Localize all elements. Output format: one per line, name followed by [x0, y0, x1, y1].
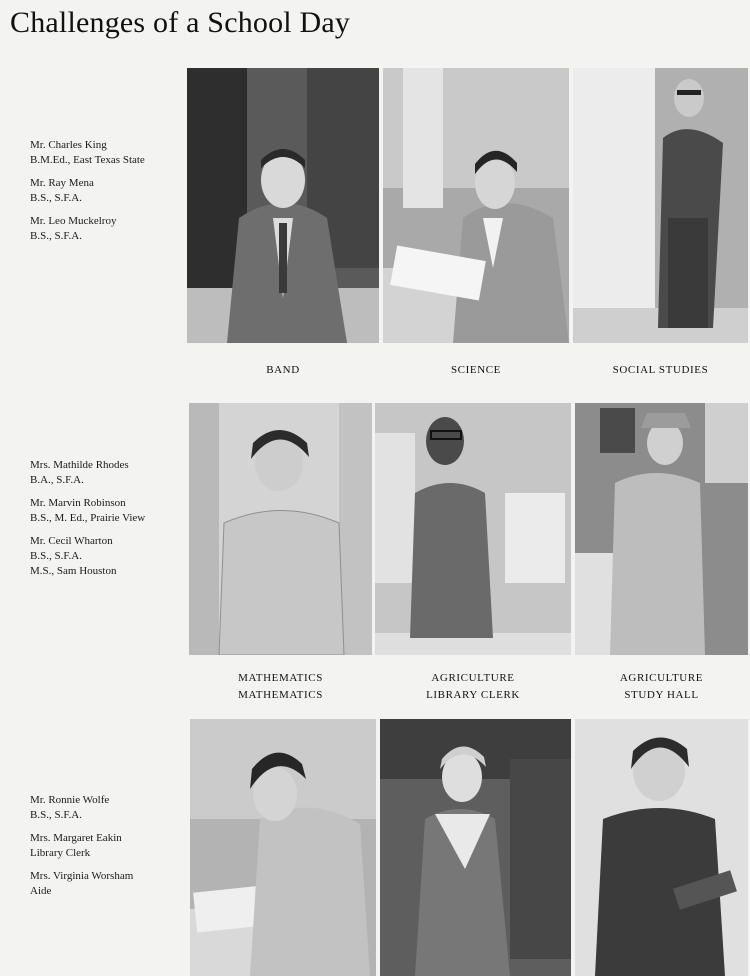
- staff-degree: B.S., S.F.A.: [30, 192, 83, 204]
- staff-name: Mr. Ray Mena: [30, 177, 94, 189]
- photo-agriculture-study-hall-teacher: [575, 403, 748, 655]
- photo-aide: [575, 719, 748, 976]
- staff-name: Mr. Cecil Wharton: [30, 535, 113, 547]
- page-title: Challenges of a School Day: [10, 6, 351, 39]
- staff-degree: B.M.Ed., East Texas State: [30, 154, 145, 166]
- caption-agriculture-library-clerk: AGRICULTURE LIBRARY CLERK: [426, 672, 520, 701]
- staff-degree: M.S., Sam Houston: [30, 565, 117, 577]
- staff-degree: Aide: [30, 885, 52, 897]
- staff-entry: [30, 793, 133, 823]
- staff-entry: [30, 176, 145, 206]
- staff-entry: [30, 496, 145, 526]
- staff-degree: Library Clerk: [30, 847, 91, 859]
- staff-degree: B.S., M. Ed., Prairie View: [30, 512, 146, 524]
- staff-entry: [30, 869, 133, 899]
- staff-entry: [30, 534, 145, 579]
- caption-agriculture-study-hall: AGRICULTURE STUDY HALL: [619, 672, 704, 701]
- staff-names-group-2: [30, 458, 145, 587]
- staff-name: Mrs. Margaret Eakin: [30, 832, 122, 844]
- staff-name: Mr. Marvin Robinson: [30, 497, 126, 509]
- photo-science-teacher: [383, 68, 569, 343]
- staff-entry: [30, 138, 145, 168]
- caption-science: SCIENCE: [450, 364, 502, 376]
- caption-social-studies: SOCIAL STUDIES: [612, 364, 709, 376]
- staff-names-group-3: [30, 793, 133, 907]
- photo-band-teacher: [187, 68, 379, 343]
- staff-name: Mrs. Virginia Worsham: [30, 870, 134, 882]
- staff-name: Mr. Ronnie Wolfe: [30, 794, 110, 806]
- photo-library-clerk: [380, 719, 571, 976]
- photo-mathematics-teacher: [189, 403, 372, 655]
- staff-entry: [30, 831, 133, 861]
- staff-name: Mrs. Mathilde Rhodes: [30, 459, 129, 471]
- caption-mathematics: MATHEMATICS MATHEMATICS: [238, 672, 323, 701]
- photo-agriculture-library-teacher: [375, 403, 571, 655]
- staff-degree: B.A., S.F.A.: [30, 474, 84, 486]
- staff-degree: B.S., S.F.A.: [30, 550, 83, 562]
- staff-degree: B.S., S.F.A.: [30, 230, 83, 242]
- staff-names-group-1: [30, 138, 145, 252]
- staff-entry: [30, 458, 145, 488]
- staff-name: Mr. Leo Muckelroy: [30, 215, 117, 227]
- staff-name: Mr. Charles King: [30, 139, 107, 151]
- photo-writing-teacher: [190, 719, 376, 976]
- staff-degree: B.S., S.F.A.: [30, 809, 83, 821]
- caption-band: BAND: [266, 364, 300, 376]
- staff-entry: [30, 214, 145, 244]
- photo-social-studies-teacher: [573, 68, 748, 343]
